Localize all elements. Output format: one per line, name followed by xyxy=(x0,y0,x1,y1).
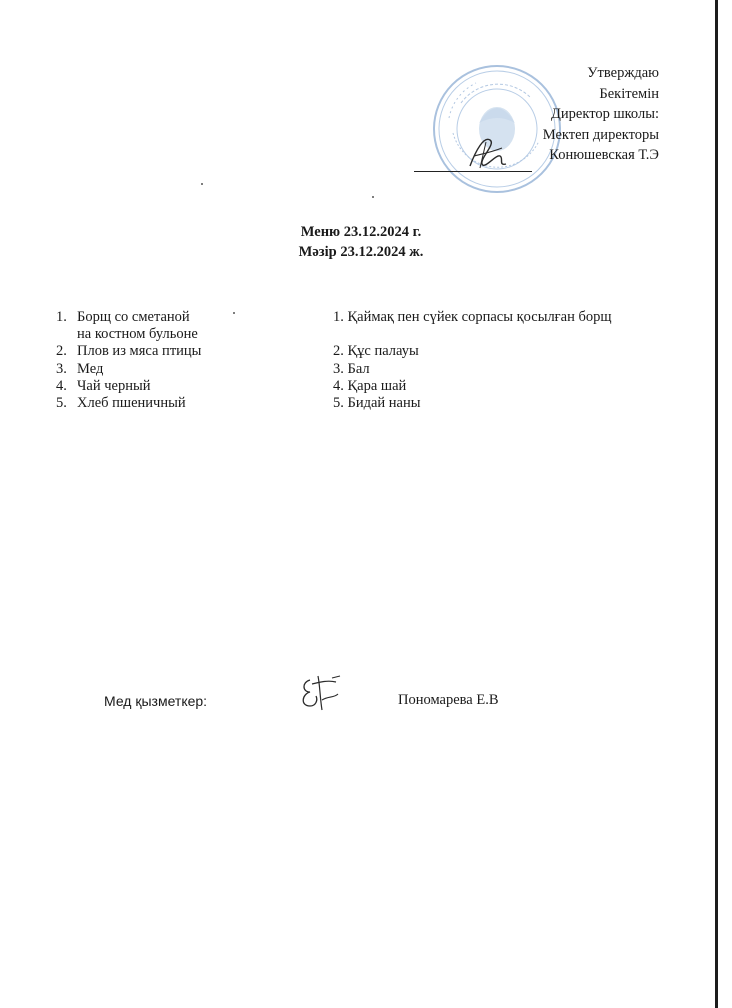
item-number: 3. xyxy=(56,360,67,377)
scan-speck xyxy=(233,312,235,314)
director-signature xyxy=(462,130,512,172)
approval-line: Конюшевская Т.Э xyxy=(549,147,659,163)
medical-worker-label: Мед қызметкер: xyxy=(104,693,208,709)
approval-line: Мектеп директоры xyxy=(542,126,659,143)
item-number: 5. xyxy=(56,395,67,412)
item-number: 1. xyxy=(56,309,67,325)
approval-line: Бекітемін xyxy=(599,85,659,102)
item-number: 2. xyxy=(56,343,67,360)
medical-worker-signature xyxy=(296,670,346,714)
approval-line: Директор школы: xyxy=(551,106,659,122)
item-text: Хлеб пшеничный xyxy=(77,395,186,412)
menu-title-ru: Меню 23.12.2024 г. xyxy=(300,224,422,240)
list-item xyxy=(56,361,201,378)
item-continuation: на костном бульоне xyxy=(77,326,198,343)
list-item: 1. Қаймақ пен сүйек сорпасы қосылған борщ xyxy=(333,309,612,325)
menu-title-kz: Мәзір 23.12.2024 ж. xyxy=(298,244,424,260)
menu-list-ru xyxy=(56,309,201,412)
list-item: 2. Құс палауы xyxy=(333,343,419,360)
list-spacer xyxy=(333,326,612,343)
list-item: 4. Қара шай xyxy=(333,377,407,394)
approval-block xyxy=(543,63,659,166)
item-text: Плов из мяса птицы xyxy=(77,343,202,360)
scan-speck xyxy=(372,196,374,198)
list-item xyxy=(56,343,201,360)
signature-underline xyxy=(414,171,532,172)
approval-line: Утверждаю xyxy=(587,65,659,81)
list-item: 3. Бал xyxy=(333,360,370,377)
item-text: Мед xyxy=(77,360,104,377)
list-item: 5. Бидай наны xyxy=(333,395,421,411)
menu-list-kz xyxy=(333,309,612,412)
scan-speck xyxy=(201,183,203,185)
item-text: Чай черный xyxy=(77,377,151,394)
list-item xyxy=(56,395,201,412)
item-text: Борщ со сметаной xyxy=(77,309,190,325)
item-number: 4. xyxy=(56,377,67,394)
scan-edge-line xyxy=(715,0,718,1008)
medical-worker-name: Пономарева Е.В xyxy=(398,692,499,708)
list-item xyxy=(56,378,201,395)
list-item xyxy=(56,309,201,326)
